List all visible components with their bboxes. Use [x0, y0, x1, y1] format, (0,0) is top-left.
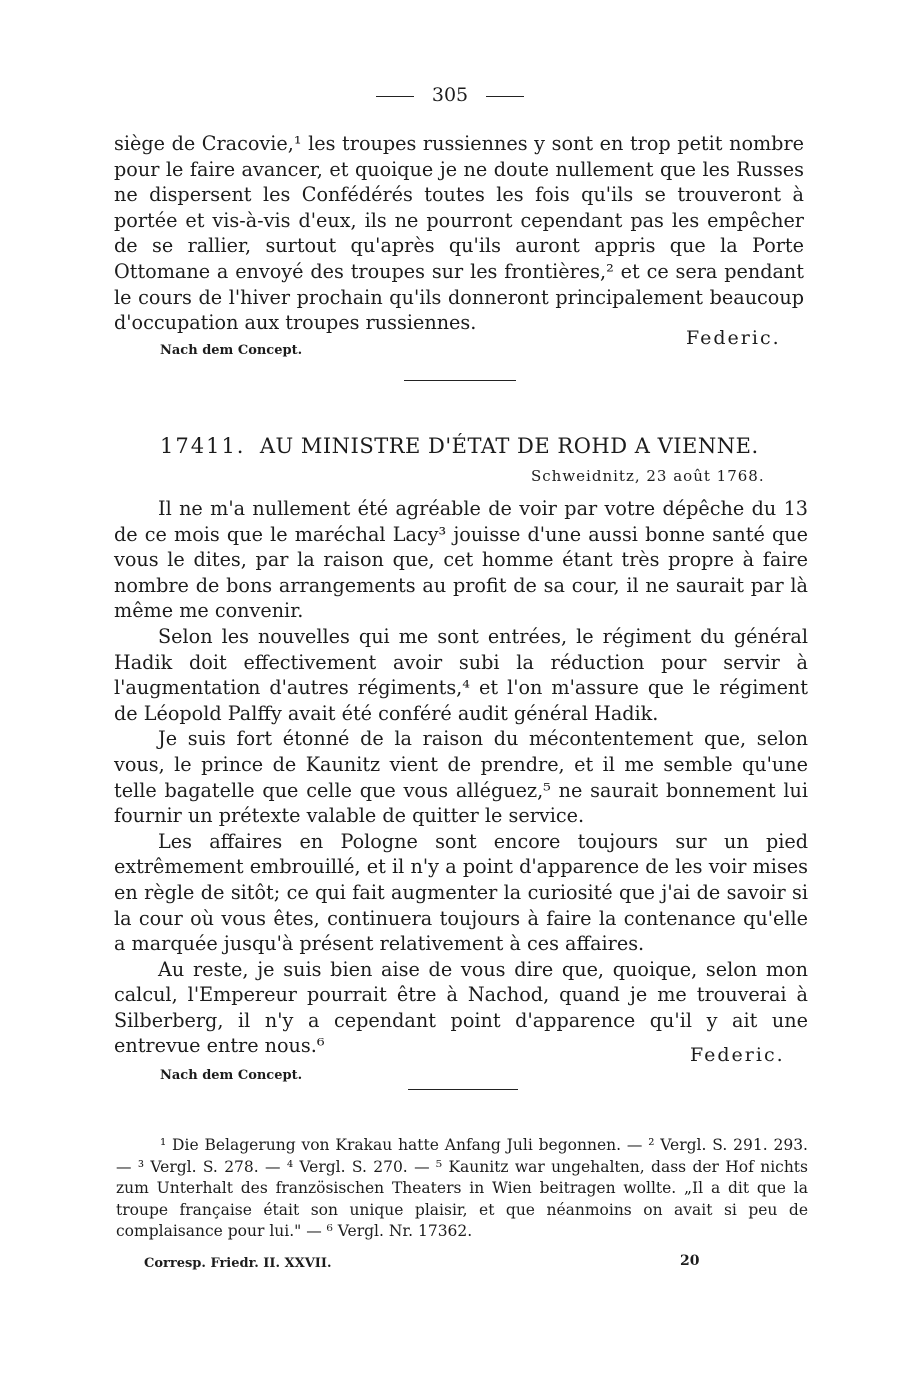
continuation-text: siège de Cracovie,¹ les troupes russiennes y sont en trop petit nombre pour le faire avancer, et quoique je ne doute nullement que les Russes ne dispersent les Confédérés toutes les fois qu'ils se trouveront à portée et vis-à-vis d'eux, ils ne pourront cependant pas les empêcher de se rallier, surtout qu'après qu'ils auront appris que la Porte Ottomane a envoyé des troupes sur les frontières,² et ce sera pendant le cours de l'hiver prochain qu'ils donneront principalement beaucoup d'occupation aux troupes russiennes.: [114, 132, 804, 335]
letter-paragraph: Je suis fort étonné de la raison du mécontentement que, selon vous, le prince de Kaunitz vient de prendre, et il me semble qu'une telle bagatelle que celle que vous alléguez,⁵ ne saurait bonnement lui fournir un prétexte valable de quitter le service.: [114, 727, 808, 828]
header-dash-right: [486, 96, 524, 97]
letter-dateline: Schweidnitz, 23 août 1768.: [531, 467, 765, 485]
page-number: 305: [431, 84, 469, 106]
letter-body: [114, 496, 808, 1059]
letter-concept-note: Nach dem Concept.: [160, 1068, 303, 1083]
continuation-concept-note: Nach dem Concept.: [160, 343, 303, 358]
letter-paragraph: Les affaires en Pologne sont encore toujours sur un pied extrêmement embrouillé, et il n'y a point d'apparence de les voir mises en règle de sitôt; ce qui fait augmenter la curiosité que j'ai de savoir si la cour où vous êtes, continuera toujours à faire la contenance qu'elle a marquée jusqu'à présent relativement à ces affaires.: [114, 829, 808, 956]
footnote-divider: [408, 1089, 518, 1090]
signature-line: Corresp. Friedr. II. XXVII.: [144, 1256, 332, 1271]
letter-paragraph: Au reste, je suis bien aise de vous dire que, quoique, selon mon calcul, l'Empereur pourrait être à Nachod, quand je me trouverai à Silberberg, il n'y a cependant point d'apparence qu'il y ait une entrevue entre nous.⁶: [114, 957, 808, 1058]
header-dash-left: [376, 96, 414, 97]
sheet-number: 20: [680, 1253, 700, 1269]
letter-paragraph: Il ne m'a nullement été agréable de voir par votre dépêche du 13 de ce mois que le maréchal Lacy³ jouisse d'une aussi bonne santé que vous le dites, par la raison que, cet homme étant très propre à faire nombre de bons arrangements au profit de sa cour, il ne saurait par là même me convenir.: [114, 497, 808, 623]
letter-paragraph: Selon les nouvelles qui me sont entrées, le régiment du général Hadik doit effectivement avoir subi la réduction pour servir à l'augmentation d'autres régiments,⁴ et l'on m'assure que le régiment de Léopold Palffy avait été conféré audit général Hadik.: [114, 624, 808, 725]
section-divider: [404, 380, 516, 381]
footnotes: ¹ Die Belagerung von Krakau hatte Anfang Juli begonnen. — ² Vergl. S. 291. 293. — ³ Vergl. S. 278. — ⁴ Vergl. S. 270. — ⁵ Kaunitz war ungehalten, dass der Hof nichts zum Unterhalt des französischen Theaters in Wien beitragen wollte. „Il a dit que la troupe française était son unique plaisir, et que néanmoins on avait si peu de complaisance pour lui." — ⁶ Vergl. Nr. 17362.: [116, 1136, 808, 1241]
letter-number: 17411.: [160, 434, 246, 458]
letter-signature: Federic.: [690, 1044, 785, 1066]
running-header: [0, 84, 900, 106]
letter-title: AU MINISTRE D'ÉTAT DE ROHD A VIENNE.: [259, 434, 759, 458]
continuation-signature: Federic.: [686, 327, 781, 349]
letter-heading: [160, 434, 759, 458]
